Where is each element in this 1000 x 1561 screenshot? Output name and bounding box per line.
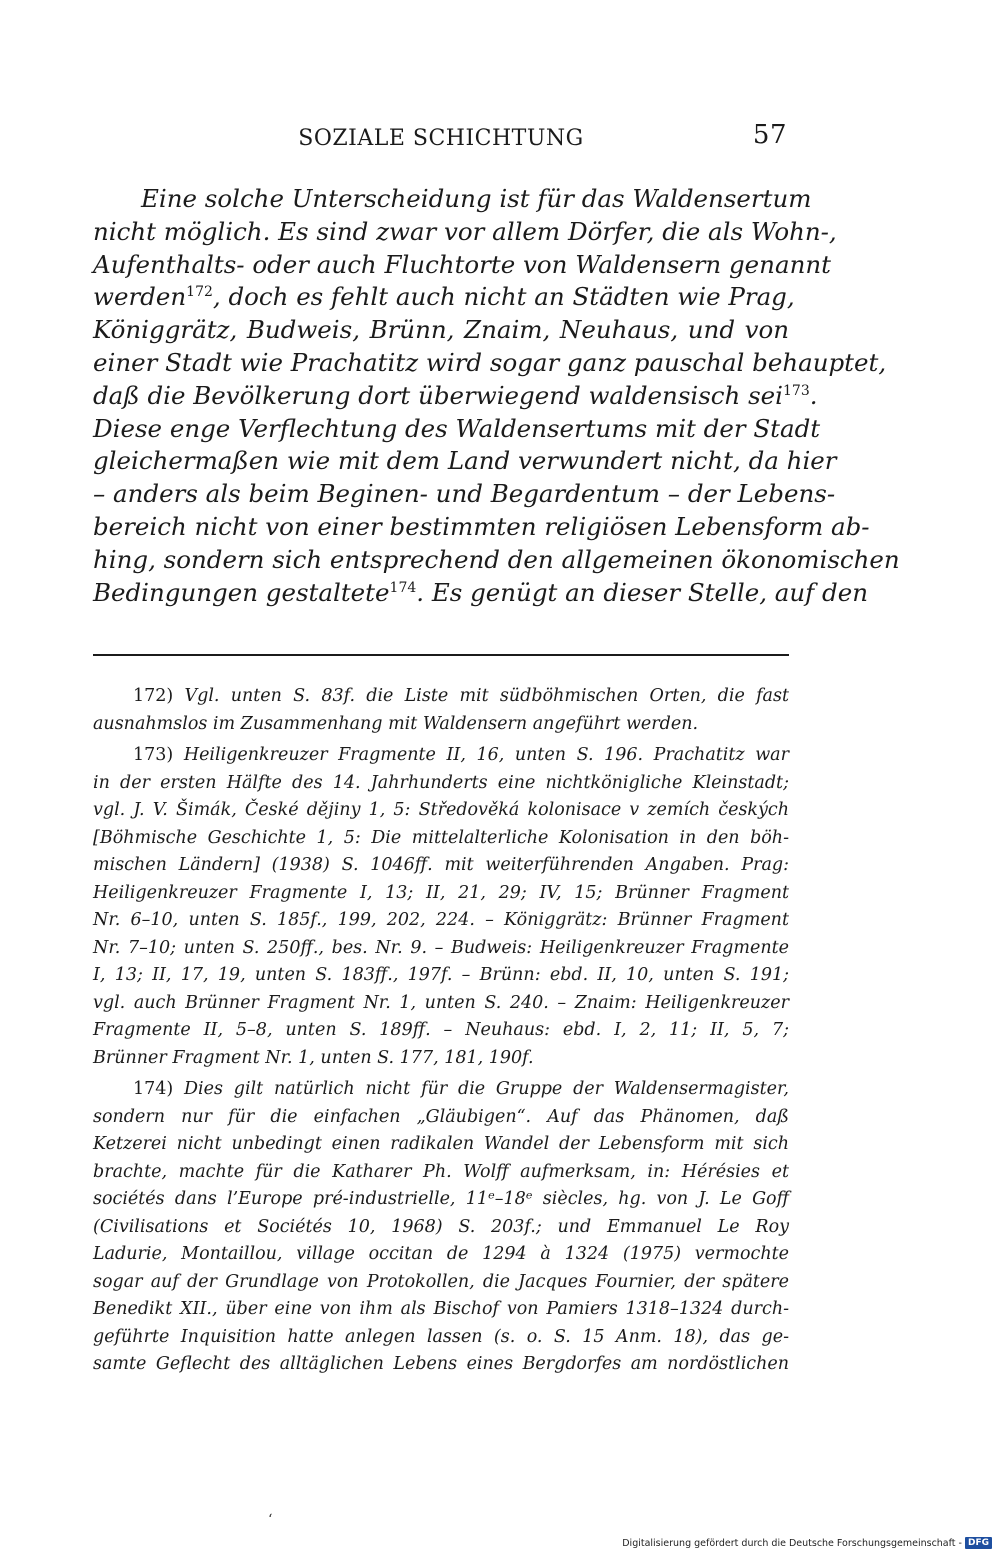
footnote-line: Heiligenkreuzer Fragmente I, 13; II, 21, 29; IV, 15; Brünner Fragment (93, 882, 789, 903)
footnote-174 (93, 1076, 789, 1379)
footnote-line: Nr. 6–10, unten S. 185f., 199, 202, 224. – Königgrätz: Brünner Fragment (93, 910, 789, 930)
scan-speck: ʻ (268, 1512, 273, 1528)
body-text-run: daß die Bevölkerung dort überwiegend waldensisch sei (93, 380, 784, 410)
digitization-credit (622, 1537, 992, 1549)
body-line: einer Stadt wie Prachatitz wird sogar ganz pauschal behauptet, (93, 347, 887, 377)
footnote-line: [Böhmische Geschichte 1, 5: Die mittelalterliche Kolonisation in den böh- (93, 827, 789, 848)
footnote-line: Benedikt XII., über eine von ihm als Bischof von Pamiers 1318–1324 durch- (93, 1299, 789, 1319)
body-line: bereich nicht von einer bestimmten religiösen Lebensform ab- (93, 511, 870, 541)
body-line: Königgrätz, Budweis, Brünn, Znaim, Neuhaus, und von (93, 315, 789, 345)
footnote-line: Nr. 7–10; unten S. 250ff., bes. Nr. 9. – Budweis: Heiligenkreuzer Fragmente (93, 937, 789, 958)
body-line: Diese enge Verflechtung des Waldensertums mit der Stadt (93, 413, 821, 443)
footnote-text: Vgl. unten S. 83f. die Liste mit südböhmischen Orten, die fast (184, 686, 789, 706)
footnote-separator (93, 654, 789, 656)
body-text-run: werden (93, 282, 187, 312)
footnote-number: 172) (133, 686, 174, 706)
body-line: – anders als beim Beginen- und Begardentum – der Lebens- (93, 479, 836, 509)
footnote-text: Heiligenkreuzer Fragmente II, 16, unten S. 196. Prachatitz war (183, 745, 789, 765)
footnote-ref-172: 172 (186, 284, 213, 301)
footnote-line: in der ersten Hälfte des 14. Jahrhunderts eine nichtkönigliche Kleinstadt; (93, 772, 789, 793)
footnote-line: brachte, machte für die Katharer Ph. Wolff aufmerksam, in: Hérésies et (93, 1161, 789, 1182)
body-text-run: . Es genügt an dieser Stelle, auf den (416, 577, 868, 607)
dfg-logo-icon: DFG (965, 1537, 992, 1549)
footnote-line (93, 742, 789, 770)
footnote-number: 174) (133, 1079, 174, 1099)
footnote-line: geführte Inquisition hatte anlegen lassen (s. o. S. 15 Anm. 18), das ge- (93, 1326, 789, 1347)
footnote-line (93, 683, 789, 711)
body-text-run: . (809, 380, 818, 410)
footnote-line: Brünner Fragment Nr. 1, unten S. 177, 181, 190f. (93, 1047, 534, 1068)
footnote-line (93, 1076, 789, 1104)
body-line: gleichermaßen wie mit dem Land verwundert nicht, da hier (93, 446, 837, 476)
running-head-title: SOZIALE SCHICHTUNG (298, 126, 584, 151)
footnote-ref-174: 174 (389, 579, 417, 596)
body-text-run: Bedingungen gestaltete (93, 577, 390, 607)
running-head (95, 120, 787, 160)
main-paragraph (93, 183, 900, 609)
footnote-line: sondern nur für die einfachen „Gläubigen“. Auf das Phänomen, daß (93, 1106, 789, 1127)
credit-text: Digitalisierung gefördert durch die Deutsche Forschungsgemeinschaft - (622, 1537, 962, 1549)
footnote-line: Ketzerei nicht unbedingt einen radikalen Wandel der Lebensform mit sich (93, 1134, 789, 1154)
footnote-line: I, 13; II, 17, 19, unten S. 183ff., 197f. – Brünn: ebd. II, 10, unten S. 191; (93, 965, 789, 985)
body-line: Aufenthalts- oder auch Fluchtorte von Waldensern genannt (93, 249, 831, 279)
footnote-173 (93, 742, 789, 1072)
footnotes (93, 683, 789, 1383)
page-number: 57 (752, 120, 787, 150)
footnote-line: ausnahmslos im Zusammenhang mit Waldensern angeführt werden. (93, 713, 699, 734)
body-line: nicht möglich. Es sind zwar vor allem Dörfer, die als Wohn-, (93, 216, 837, 246)
footnote-text: Dies gilt natürlich nicht für die Gruppe der Waldensermagister, (184, 1079, 789, 1099)
body-line: Eine solche Unterscheidung ist für das Waldensertum (141, 184, 812, 213)
body-line: hing, sondern sich entsprechend den allgemeinen ökonomischen (93, 544, 900, 574)
footnote-number: 173) (133, 745, 174, 765)
footnote-ref-173: 173 (783, 382, 810, 399)
footnote-line: vgl. J. V. Šimák, České dějiny 1, 5: Středověká kolonisace v zemích českých (93, 800, 789, 820)
footnote-line: samte Geflecht des alltäglichen Lebens eines Bergdorfes am nordöstlichen (93, 1354, 789, 1374)
footnote-172 (93, 683, 789, 738)
body-text-run: , doch es fehlt auch nicht an Städten wie Prag, (212, 282, 795, 312)
footnote-line: Fragmente II, 5–8, unten S. 189ff. – Neuhaus: ebd. I, 2, 11; II, 5, 7; (93, 1020, 789, 1040)
footnote-line: (Civilisations et Sociétés 10, 1968) S. 203f.; und Emmanuel Le Roy (93, 1216, 789, 1237)
footnote-line: Ladurie, Montaillou, village occitan de 1294 à 1324 (1975) vermochte (93, 1244, 789, 1264)
body-line (93, 577, 868, 610)
body-line (93, 380, 818, 413)
footnote-line: vgl. auch Brünner Fragment Nr. 1, unten S. 240. – Znaim: Heiligenkreuzer (93, 992, 789, 1013)
body-line (93, 281, 795, 314)
footnote-line: sociétés dans l’Europe pré-industrielle, 11ᵉ–18ᵉ siècles, hg. von J. Le Goff (93, 1189, 789, 1209)
footnote-line: mischen Ländern] (1938) S. 1046ff. mit weiterführenden Angaben. Prag: (93, 855, 789, 875)
footnote-line: sogar auf der Grundlage von Protokollen, die Jacques Fournier, der spätere (93, 1271, 789, 1292)
